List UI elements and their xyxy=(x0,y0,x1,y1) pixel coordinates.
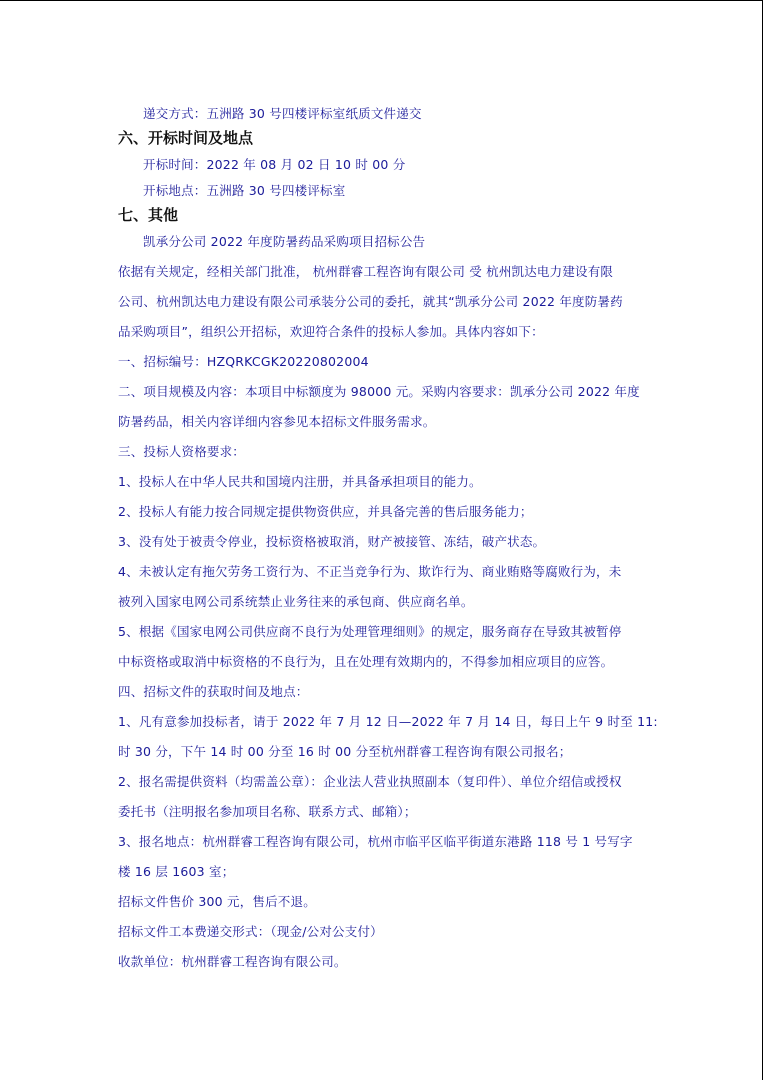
paragraph-line: 防暑药品，相关内容详细内容参见本招标文件服务需求。 xyxy=(118,414,436,429)
subsection-title: 四、招标文件的获取时间及地点： xyxy=(118,684,309,699)
list-item: 中标资格或取消中标资格的不良行为，且在处理有效期内的，不得参加相应项目的应答。 xyxy=(118,654,614,669)
list-item: 1、投标人在中华人民共和国境内注册，并具备承担项目的能力。 xyxy=(118,474,482,489)
list-item: 时 30 分，下午 14 时 00 分至 16 时 00 分至杭州群睿工程咨询有限公司报名； xyxy=(118,744,572,759)
paragraph-line: 品采购项目”，组织公开招标，欢迎符合条件的投标人参加。具体内容如下： xyxy=(118,324,544,339)
section-heading-other: 七、其他 xyxy=(118,206,179,224)
list-item: 3、没有处于被责令停业，投标资格被取消，财产被接管、冻结，破产状态。 xyxy=(118,534,546,549)
list-item: 2、报名需提供资料（均需盖公章）：企业法人营业执照副本（复印件）、单位介绍信或授权 xyxy=(118,774,622,789)
document-price: 招标文件售价 300 元，售后不退。 xyxy=(118,894,316,909)
payee: 收款单位：杭州群睿工程咨询有限公司。 xyxy=(118,954,347,969)
list-item: 被列入国家电网公司系统禁止业务往来的承包商、供应商名单。 xyxy=(118,594,474,609)
submission-method: 递交方式：五洲路 30 号四楼评标室纸质文件递交 xyxy=(143,106,422,121)
list-item: 楼 16 层 1603 室； xyxy=(118,864,235,879)
list-item: 1、凡有意参加投标者，请于 2022 年 7 月 12 日—2022 年 7 月 14 日，每日上午 9 时至 11: xyxy=(118,714,658,729)
tender-number: 一、招标编号：HZQRKCGK20220802004 xyxy=(118,354,369,369)
paragraph-line: 公司、杭州凯达电力建设有限公司承装分公司的委托，就其“凯承分公司 2022 年度防暑药 xyxy=(118,294,623,309)
opening-location: 开标地点：五洲路 30 号四楼评标室 xyxy=(143,183,346,198)
list-item: 委托书（注明报名参加项目名称、联系方式、邮箱）； xyxy=(118,804,417,819)
announcement-title: 凯承分公司 2022 年度防暑药品采购项目招标公告 xyxy=(143,234,426,249)
subsection-title: 三、投标人资格要求： xyxy=(118,444,246,459)
paragraph-line: 二、项目规模及内容：本项目中标额度为 98000 元。采购内容要求：凯承分公司 2022 年度 xyxy=(118,384,640,399)
list-item: 5、根据《国家电网公司供应商不良行为处理管理细则》的规定，服务商存在导致其被暂停 xyxy=(118,624,622,639)
list-item: 3、报名地点：杭州群睿工程咨询有限公司，杭州市临平区临平街道东港路 118 号 1 号写字 xyxy=(118,834,633,849)
list-item: 2、投标人有能力按合同规定提供物资供应，并具备完善的售后服务能力； xyxy=(118,504,533,519)
section-heading-opening: 六、开标时间及地点 xyxy=(118,129,254,147)
list-item: 4、未被认定有拖欠劳务工资行为、不正当竞争行为、欺诈行为、商业贿赂等腐败行为，未 xyxy=(118,564,622,579)
opening-time: 开标时间：2022 年 08 月 02 日 10 时 00 分 xyxy=(143,157,406,172)
payment-method: 招标文件工本费递交形式：（现金/公对公支付） xyxy=(118,924,383,939)
paragraph-line: 依据有关规定，经相关部门批准， 杭州群睿工程咨询有限公司 受 杭州凯达电力建设有限 xyxy=(118,264,614,279)
